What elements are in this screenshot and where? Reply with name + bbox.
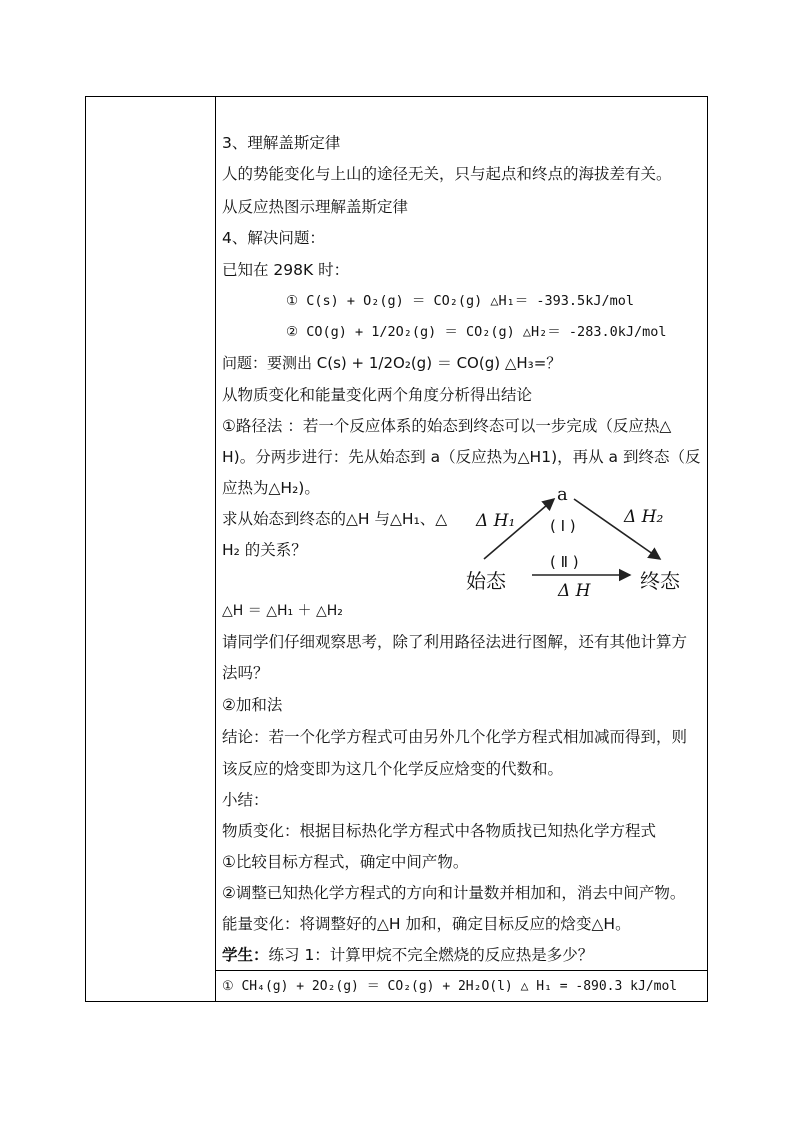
label-dh2: Δ H₂ xyxy=(624,507,664,527)
node-a: a xyxy=(557,484,568,505)
student-label: 学生： xyxy=(222,946,269,964)
equation-1: ① C(s) + O₂(g) ＝ CO₂(g) △H₁＝ -393.5kJ/mol xyxy=(286,293,634,309)
label-dh1: Δ H₁ xyxy=(476,511,516,531)
section-title-solve: 4、解决问题： xyxy=(222,229,325,247)
summary-material: 物质变化：根据目标热化学方程式中各物质找已知热化学方程式 xyxy=(222,822,657,840)
think-prompt-2: 法吗？ xyxy=(222,664,269,682)
sum-method-title: ②加和法 xyxy=(222,696,283,714)
relation-question-1: 求从始态到终态的△H 与△H₁、△ xyxy=(222,510,448,528)
conclusion-line-1: 结论：若一个化学方程式可由另外几个化学方程式相加减而得到，则 xyxy=(222,728,688,746)
diagram-intro-text: 从反应热图示理解盖斯定律 xyxy=(222,198,409,216)
exercise-equation-1: ① CH₄(g) + 2O₂(g) ＝ CO₂(g) + 2H₂O(l) △ H₁ = -890.3 kJ/mol xyxy=(222,979,678,994)
relation-answer: △H ＝ △H₁ ＋ △H₂ xyxy=(222,603,343,619)
column-divider xyxy=(215,96,216,1002)
node-start: 始态 xyxy=(466,569,506,593)
path-method-line-3: 应热为△H₂)。 xyxy=(222,479,320,497)
label-dh: Δ H xyxy=(558,581,591,601)
analogy-text: 人的势能变化与上山的途径无关，只与起点和终点的海拔差有关。 xyxy=(222,165,672,183)
node-end: 终态 xyxy=(640,569,680,593)
summary-title: 小结： xyxy=(222,791,269,809)
question-equation: 问题：要测出 C(s) + 1/2O₂(g) ＝ CO(g) △H₃=？ xyxy=(222,354,562,372)
label-path-I: ( Ⅰ ) xyxy=(550,517,576,535)
section-title-hess-law: 3、理解盖斯定律 xyxy=(222,134,341,152)
summary-energy: 能量变化：将调整好的△H 加和，确定目标反应的焓变△H。 xyxy=(222,915,631,933)
equation-2: ② CO(g) + 1/2O₂(g) ＝ CO₂(g) △H₂＝ -283.0kJ/mol xyxy=(286,324,667,340)
given-condition: 已知在 298K 时： xyxy=(222,261,350,279)
path-method-line-2: H)。分两步进行：先从始态到 a（反应热为△H1)，再从 a 到终态（反 xyxy=(222,448,701,466)
label-path-II: ( Ⅱ ) xyxy=(550,553,579,571)
summary-step-1: ①比较目标方程式，确定中间产物。 xyxy=(222,853,469,871)
exercise-text: 练习 1：计算甲烷不完全燃烧的反应热是多少？ xyxy=(268,946,594,964)
conclusion-line-2: 该反应的焓变即为这几个化学反应焓变的代数和。 xyxy=(222,760,564,778)
analysis-text: 从物质变化和能量变化两个角度分析得出结论 xyxy=(222,386,533,404)
student-exercise xyxy=(222,944,593,966)
relation-question-2: H₂ 的关系？ xyxy=(222,541,307,559)
think-prompt-1: 请同学们仔细观察思考，除了利用路径法进行图解，还有其他计算方 xyxy=(222,633,688,651)
hess-law-diagram xyxy=(462,484,698,603)
path-method-line-1: ①路径法 ：若一个反应体系的始态到终态可以一步完成（反应热△ xyxy=(222,417,672,435)
row-separator xyxy=(216,970,707,971)
summary-step-2: ②调整已知热化学方程式的方向和计量数并相加和，消去中间产物。 xyxy=(222,884,686,902)
